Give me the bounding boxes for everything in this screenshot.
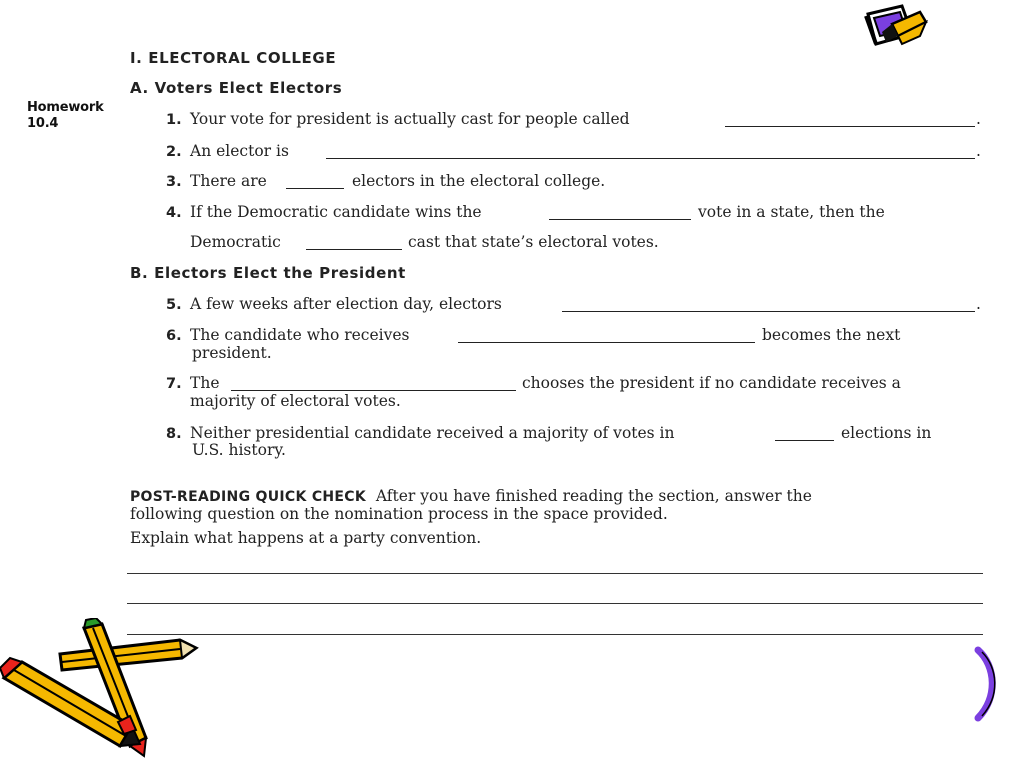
answer-line[interactable]: [127, 634, 983, 635]
question-text: An elector is: [190, 142, 289, 160]
question-text-after: elections in: [841, 424, 932, 442]
question-text-after: chooses the president if no candidate receives a: [522, 374, 901, 392]
answer-blank[interactable]: [725, 112, 975, 131]
question-text: If the Democratic candidate wins the: [190, 203, 482, 221]
question-line2-after: cast that state’s electoral votes.: [408, 233, 659, 251]
quick-check-text-line2: following question on the nomination process in the space provided.: [130, 505, 668, 523]
question-5: [166, 295, 502, 314]
question-number: 8.: [166, 426, 182, 442]
question-3: [166, 172, 267, 191]
question-text: A few weeks after election day, electors: [190, 295, 502, 313]
question-text: The: [190, 374, 220, 392]
homework-label-line2: 10.4: [27, 116, 59, 131]
question-2: [166, 142, 289, 161]
part-a-title: A. Voters Elect Electors: [130, 79, 343, 97]
homework-label-line1: Homework: [27, 100, 104, 115]
question-text-after: becomes the next: [762, 326, 901, 344]
quick-check-prompt: Explain what happens at a party convention.: [130, 529, 482, 547]
answer-blank[interactable]: [326, 144, 975, 163]
question-text-after: electors in the electoral college.: [352, 172, 606, 190]
period: .: [976, 110, 981, 128]
notebook-pencil-icon: [862, 4, 930, 46]
question-text-after: vote in a state, then the: [698, 203, 885, 221]
question-number: 6.: [166, 328, 182, 344]
question-text: Your vote for president is actually cast for people called: [190, 110, 630, 128]
question-text: There are: [190, 172, 267, 190]
question-4: [166, 203, 482, 222]
question-line2: president.: [192, 344, 272, 362]
answer-blank[interactable]: [306, 235, 402, 254]
quick-check: [130, 487, 812, 506]
question-line2-before: Democratic: [190, 233, 281, 251]
part-b-title: B. Electors Elect the President: [130, 264, 406, 282]
question-text: Neither presidential candidate received a majority of votes in: [190, 424, 675, 442]
answer-line[interactable]: [127, 603, 983, 604]
crossed-pencils-icon: [0, 618, 200, 760]
period: .: [976, 142, 981, 160]
answer-blank[interactable]: [549, 205, 691, 224]
answer-blank[interactable]: [286, 174, 344, 193]
answer-blank[interactable]: [562, 297, 975, 316]
question-number: 7.: [166, 376, 182, 392]
quick-check-label: POST-READING QUICK CHECK: [130, 489, 366, 505]
question-number: 2.: [166, 144, 182, 160]
question-number: 4.: [166, 205, 182, 221]
question-text: The candidate who receives: [190, 326, 410, 344]
question-6: [166, 326, 409, 345]
question-number: 1.: [166, 112, 182, 128]
purple-bracket-decoration: [972, 646, 1004, 722]
question-7: [166, 374, 220, 393]
question-line2: majority of electoral votes.: [190, 392, 401, 410]
answer-blank[interactable]: [775, 426, 834, 445]
question-line2: U.S. history.: [192, 441, 286, 459]
answer-blank[interactable]: [458, 328, 755, 347]
homework-label: [27, 100, 117, 132]
question-number: 5.: [166, 297, 182, 313]
question-number: 3.: [166, 174, 182, 190]
quick-check-text-line1: After you have finished reading the section, answer the: [375, 487, 812, 505]
period: .: [976, 295, 981, 313]
question-1: [166, 110, 630, 129]
section-title: I. ELECTORAL COLLEGE: [130, 49, 337, 67]
answer-line[interactable]: [127, 573, 983, 574]
